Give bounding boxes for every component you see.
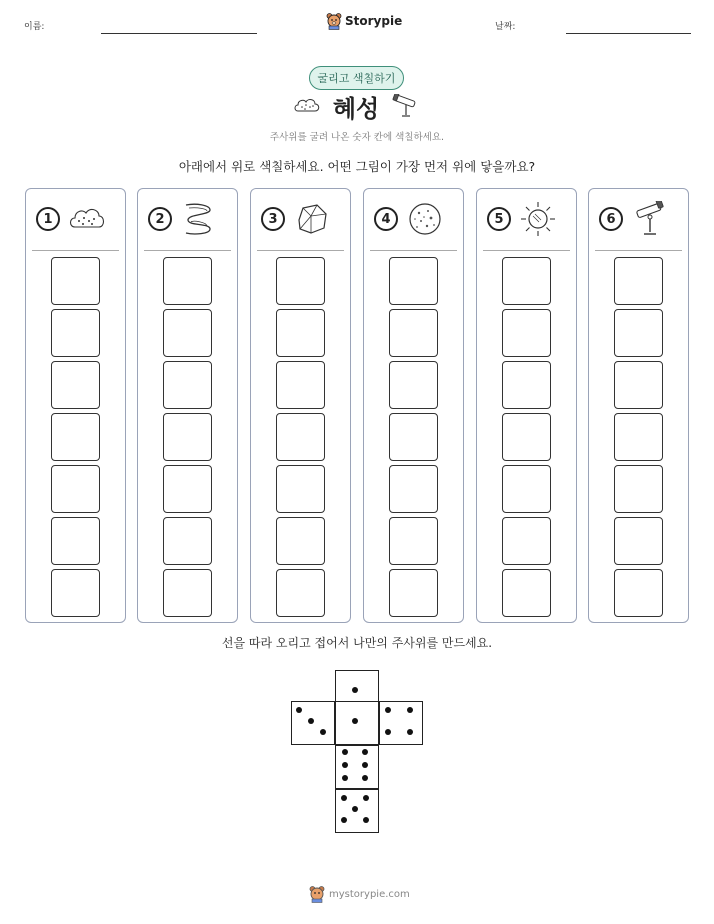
dice-pip [363, 817, 369, 823]
cloud-icon [293, 95, 321, 117]
rock-icon [293, 202, 331, 236]
color-cell[interactable] [389, 413, 438, 461]
column-header [138, 199, 237, 239]
column-header [477, 199, 576, 239]
column-header [26, 199, 125, 239]
color-cell[interactable] [389, 361, 438, 409]
dice-pip [341, 795, 347, 801]
footer [309, 885, 410, 903]
dice-pip [362, 762, 368, 768]
color-cell[interactable] [51, 257, 100, 305]
color-cell[interactable] [163, 569, 212, 617]
dice-pip [342, 775, 348, 781]
column-divider [32, 250, 119, 251]
instruction: 아래에서 위로 색칠하세요. 어떤 그림이 가장 먼저 위에 닿을까요? [178, 159, 536, 174]
column-5 [476, 188, 577, 623]
color-cell[interactable] [276, 309, 325, 357]
color-cell[interactable] [163, 257, 212, 305]
color-cell[interactable] [276, 569, 325, 617]
telescope-icon [391, 94, 421, 118]
moon-icon [406, 201, 444, 237]
footer-url[interactable]: mystorypie.com [329, 888, 410, 900]
color-cell[interactable] [389, 569, 438, 617]
dice-face-6 [335, 745, 379, 789]
color-cell[interactable] [163, 517, 212, 565]
dice-pip [342, 762, 348, 768]
color-cell[interactable] [502, 361, 551, 409]
column-divider [370, 250, 457, 251]
dice-pip [352, 718, 358, 724]
dice-pip [342, 749, 348, 755]
color-cell[interactable] [163, 465, 212, 513]
column-number: 1 [36, 207, 60, 231]
column-1 [25, 188, 126, 623]
dice-pip [362, 749, 368, 755]
column-divider [483, 250, 570, 251]
brand-logo [326, 12, 402, 30]
color-cell[interactable] [614, 569, 663, 617]
telescope-icon [631, 201, 669, 237]
column-number: 3 [261, 207, 285, 231]
cloud-icon [68, 204, 106, 234]
color-cell[interactable] [276, 257, 325, 305]
dice-pip [352, 687, 358, 693]
color-cell[interactable] [614, 413, 663, 461]
dice-pip [296, 707, 302, 713]
color-cell[interactable] [614, 309, 663, 357]
column-divider [595, 250, 682, 251]
color-cell[interactable] [163, 309, 212, 357]
color-cell[interactable] [389, 465, 438, 513]
column-header [251, 199, 350, 239]
column-2 [137, 188, 238, 623]
column-number: 4 [374, 207, 398, 231]
column-6 [588, 188, 689, 623]
color-cell[interactable] [276, 413, 325, 461]
color-cell[interactable] [51, 465, 100, 513]
dice-pip [352, 806, 358, 812]
column-3 [250, 188, 351, 623]
dice-pip [362, 775, 368, 781]
color-cell[interactable] [51, 361, 100, 409]
column-divider [144, 250, 231, 251]
dice-pip [320, 729, 326, 735]
color-cell[interactable] [502, 309, 551, 357]
dice-face-1 [335, 701, 379, 745]
color-cell[interactable] [614, 257, 663, 305]
date-line[interactable] [566, 33, 691, 34]
column-number: 6 [599, 207, 623, 231]
color-cell[interactable] [502, 257, 551, 305]
column-divider [257, 250, 344, 251]
column-header [364, 199, 463, 239]
color-cell[interactable] [502, 413, 551, 461]
dice-pip [407, 707, 413, 713]
color-cell[interactable] [389, 517, 438, 565]
color-cell[interactable] [502, 569, 551, 617]
dice-pip [407, 729, 413, 735]
dice-pip [385, 707, 391, 713]
bear-icon [309, 885, 325, 903]
dice-pip [308, 718, 314, 724]
title-row [0, 90, 714, 122]
color-cell[interactable] [614, 465, 663, 513]
color-cell[interactable] [51, 413, 100, 461]
color-cell[interactable] [389, 257, 438, 305]
dice-face-4 [379, 701, 423, 745]
color-cell[interactable] [163, 361, 212, 409]
dice-pip [385, 729, 391, 735]
sun-icon [519, 200, 557, 238]
dice-instruction: 선을 따라 오리고 접어서 나만의 주사위를 만드세요. [221, 636, 493, 650]
brand-name: Storypie [345, 14, 403, 28]
color-cell[interactable] [51, 309, 100, 357]
color-cell[interactable] [276, 361, 325, 409]
name-line[interactable] [101, 33, 257, 34]
dice-face-3 [291, 701, 335, 745]
column-number: 5 [487, 207, 511, 231]
color-cell[interactable] [502, 517, 551, 565]
color-cell[interactable] [51, 569, 100, 617]
name-label: 이름: [24, 22, 45, 32]
color-cell[interactable] [389, 309, 438, 357]
column-number: 2 [148, 207, 172, 231]
color-cell[interactable] [163, 413, 212, 461]
column-header [589, 199, 688, 239]
bear-icon [326, 12, 342, 30]
date-label: 날짜: [495, 22, 516, 32]
color-cell[interactable] [502, 465, 551, 513]
ribbon-icon [180, 201, 218, 237]
color-cell[interactable] [614, 361, 663, 409]
activity-pill: 굴리고 색칠하기 [309, 66, 404, 90]
color-cell[interactable] [276, 517, 325, 565]
dice-pip [341, 817, 347, 823]
column-4 [363, 188, 464, 623]
page-title: 혜성 [332, 94, 380, 123]
dice-face-5 [335, 789, 379, 833]
subtitle: 주사위를 굴려 나온 숫자 칸에 색칠하세요. [269, 132, 445, 143]
dice-pip [363, 795, 369, 801]
color-cell[interactable] [276, 465, 325, 513]
color-cell[interactable] [51, 517, 100, 565]
color-cell[interactable] [614, 517, 663, 565]
